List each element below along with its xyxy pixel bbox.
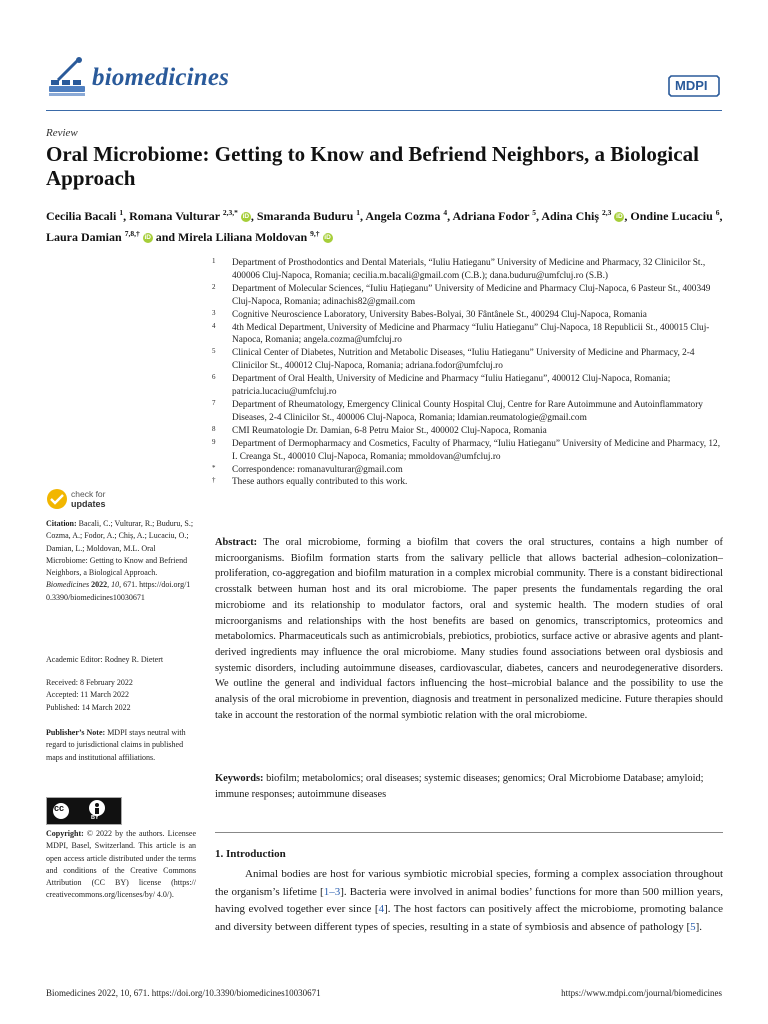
citation-pages: 671. <box>123 580 138 590</box>
affiliation-item <box>212 425 727 438</box>
author-affiliation-sup: 5 <box>532 208 536 217</box>
author-name[interactable]: Ondine Lucaciu <box>630 209 716 223</box>
author-name[interactable]: Smaranda Buduru <box>256 209 357 223</box>
publishers-note <box>46 727 196 764</box>
section-rule <box>215 832 723 833</box>
abstract <box>215 535 723 723</box>
citation-volume: 10, <box>111 580 122 590</box>
copyright-block <box>46 828 196 902</box>
orcid-icon[interactable]: iD <box>242 213 250 221</box>
affiliation-text: Department of Prosthodontics and Dental Materials, “Iuliu Hatieganu” University of Medicine and Pharmacy, 32 Clinicilor St., 400006 Cluj-Napoca, Romania; cecilia.m.bacali@gmail.com (C.B.); dana.buduru@umfcluj.ro (S.B.) <box>232 258 706 281</box>
citation-journal: Biomedicines <box>46 580 90 590</box>
author-affiliation-sup: 2,3,* <box>222 208 238 217</box>
citation-block: Citation: Bacali, C.; Vulturar, R.; Buduru, S.; Cozma, A.; Fodor, A.; Chiș, A.; Lucaciu, O.; Damian, L.; Moldovan, M.L. Oral Microbiome: Getting to Know and Befriend Neighbors, a Biological Approach. Biomedicines 2022, 10, 671. https://doi.org/10.3390/biomedicines10030671 <box>46 519 194 602</box>
author-name[interactable]: Mirela Liliana Moldovan <box>178 230 311 244</box>
author-list: Cecilia Bacali $^1$, Romana Vulturar $^{2,3,*}$ iD , Smaranda Buduru $^1$, Angela Cozma $^4$, Adriana Fodor $^5$, Adina Chiș $^{2,3}$ iD , Ondine Lucaciu $^6$, Laura Damian $^{7,8,\dagger}$ iD and Mirela Liliana Moldovan $^{9,\dagger}$ iD <box>46 208 723 244</box>
citation-text: Bacali, C.; Vulturar, R.; Buduru, S.; Cozma, A.; Fodor, A.; Chiș, A.; Lucaciu, O.; Damian, L.; Moldovan, M.L. Oral Microbiome: Getting to Know and Befriend Neighbors, a Biological Approach. <box>46 519 194 578</box>
affiliation-item <box>212 322 727 348</box>
citation-link[interactable]: 5 <box>690 920 696 933</box>
keywords-label: Keywords: <box>215 773 264 784</box>
section-heading: 1. Introduction <box>215 848 286 860</box>
author-name[interactable]: Laura Damian <box>46 230 125 244</box>
academic-editor: Academic Editor: Rodney R. Dietert <box>46 655 164 664</box>
affiliation-list <box>212 257 727 489</box>
affiliation-text: 4th Medical Department, University of Medicine and Pharmacy “Iuliu Hatieganu” Cluj-Napoca, 18 Republicii St., 400015 Cluj-Napoca, Romania; angela.cozma@umfcluj.ro <box>232 322 710 346</box>
author-name[interactable]: Adina Chiș <box>541 209 603 223</box>
keywords <box>215 771 723 802</box>
affiliation-number: 2 <box>212 282 216 291</box>
cc-label: cc <box>54 803 65 813</box>
intro-text-4: ]. <box>695 920 703 933</box>
affiliation-text: Clinical Center of Diabetes, Nutrition and Metabolic Diseases, “Iuliu Hatieganu” University of Medicine and Pharmacy, 2-4 Clinicilor St., 400012 Cluj-Napoca, Romania; adriana.fodor@umfcluj.ro <box>232 348 695 372</box>
affiliation-text: Department of Molecular Sciences, “Iuliu Hațieganu” University of Medicine and Pharmacy Cluj-Napoca, 6 Pasteur St., 400349 Cluj-Napoca, Romania; adinachis82@gmail.com <box>232 283 711 307</box>
author-affiliation-sup: 4 <box>443 208 448 217</box>
check-updates-line1: check for <box>71 489 106 499</box>
cc-by-badge[interactable] <box>46 797 122 825</box>
author-affiliation-sup: 2,3 <box>602 208 612 217</box>
publishers-note-text: MDPI stays neutral with regard to jurisdictional claims in published maps and institutional affiliations. <box>46 728 186 762</box>
affiliation-text: Correspondence: romanavulturar@gmail.com <box>232 464 403 475</box>
affiliation-item <box>212 283 727 309</box>
journal-logo-icon <box>46 56 88 100</box>
header-rule <box>46 110 722 111</box>
accepted-date: Accepted: 11 March 2022 <box>46 690 130 700</box>
affiliation-item <box>212 257 727 283</box>
affiliation-number: 4 <box>212 321 216 330</box>
orcid-icon[interactable]: iD <box>324 234 331 242</box>
author-name[interactable]: Cecilia Bacali <box>46 209 120 223</box>
article-type: Review <box>46 127 78 139</box>
abstract-label: Abstract: <box>215 537 258 548</box>
footer-journal-url[interactable]: https://www.mdpi.com/journal/biomedicines <box>561 988 722 998</box>
affiliation-text: Department of Oral Health, University of Medicine and Pharmacy “Iuliu Hatieganu”, 400012 Cluj-Napoca, Romania; patricia.lucaciu@umfcluj.ro <box>232 374 671 398</box>
footer-citation[interactable]: Biomedicines 2022, 10, 671. https://doi.org/10.3390/biomedicines10030671 <box>46 988 321 998</box>
author-affiliation-sup: 7,8,† <box>124 229 140 238</box>
received-date: Received: 8 February 2022 <box>46 678 133 687</box>
authors-and: and <box>155 230 179 244</box>
check-updates-line2: updates <box>71 499 106 509</box>
author-affiliation-sup: 6 <box>715 208 720 217</box>
author-name[interactable]: Adriana Fodor <box>452 209 533 223</box>
affiliation-text: CMI Reumatologie Dr. Damian, 6-8 Petru Maior St., 400002 Cluj-Napoca, Romania <box>232 425 547 436</box>
orcid-icon[interactable]: iD <box>616 213 623 221</box>
citation-doi[interactable]: https://doi.org/10.3390/biomedicines10030671 <box>46 580 191 602</box>
intro-text-2: ]. Bacteria were involved in animal bodies’ functions for more than 500 million years, having evolved together ever since [ <box>215 885 723 915</box>
author-affiliation-sup: 1 <box>119 208 124 217</box>
affiliation-text: Department of Rheumatology, Emergency Clinical County Hospital Cluj, Centre for Rare Autoimmune and Autoinflammatory Diseases, 2-4 Clinicilor St., 400006 Cluj-Napoca, Romania; ldamian.reumatologie@gmail.com <box>232 399 703 423</box>
introduction-paragraph <box>215 866 723 936</box>
check-updates-badge[interactable] <box>46 488 146 512</box>
journal-name: biomedicines <box>92 64 230 91</box>
affiliation-item <box>212 373 727 399</box>
affiliation-item <box>212 464 727 477</box>
affiliation-number: 1 <box>212 257 216 265</box>
affiliation-number: 8 <box>212 424 216 433</box>
copyright-text: © 2022 by the authors. Licensee MDPI, Basel, Switzerland. This article is an open access article distributed under the terms and conditions of the Creative Commons Attribution (CC BY) license (https:// creativecommons.org/licenses/by/ 4.0/). <box>46 829 197 900</box>
orcid-icon[interactable]: iD <box>144 234 151 242</box>
citation-link[interactable]: 1–3 <box>323 885 341 898</box>
author-name[interactable]: Angela Cozma <box>365 209 444 223</box>
author-name[interactable]: Romana Vulturar <box>129 209 223 223</box>
citation-label: Citation: <box>46 519 77 528</box>
affiliation-item <box>212 476 727 489</box>
affiliation-item <box>212 399 727 425</box>
copyright-label: Copyright: <box>46 829 84 838</box>
affiliation-number: 5 <box>212 347 216 356</box>
keywords-text: biofilm; metabolomics; oral diseases; systemic diseases; genomics; Oral Microbiome Database; amyloid; immune responses; autoimmune diseases <box>215 773 704 800</box>
page-title: Oral Microbiome: Getting to Know and Befriend Neighbors, a Biological Approach <box>46 142 699 190</box>
intro-text-1: Animal bodies are host for various symbiotic microbial species, forming a complex association throughout the organism’s lifetime [ <box>215 868 723 898</box>
published-date: Published: 14 March 2022 <box>46 702 131 712</box>
abstract-text: The oral microbiome, forming a biofilm that covers the oral structures, contains a high number of microorganisms. Biofilm formation starts from the salivary pellicle that allows bacterial adhesion–colonization–proliferation, co-aggregation and biofilm maturation in a complex microbial community. There is a constant bidirectional crosstalk between human host and its oral microbiome. The paper presents the fundamentals regarding the oral microbiome and its relationship to modulator factors, oral and systemic health. The modern studies of oral microorganisms and relationships with the host benefits are based on genomics, transcriptomics, proteomics and metabolomics. Pharmaceuticals such as antimicrobials, prebiotics, probiotics, surface active or abrasive agents and plant-derived ingredients may influence the oral microbiome. Many studies found associations between oral dysbiosis and systemic disorders, including autoimmune diseases, cardiovascular, diabetes, cancers and neurodegenerative disorders. We outline the general and individual factors influencing the host–microbial balance and the possibility to use the analysis of the oral microbiome in prevention, diagnosis and treatment in personalized medicine. Future therapies should take in account the restoration of the normal symbiotic relation with the oral microbiome. <box>215 537 723 721</box>
affiliation-item <box>212 438 727 464</box>
affiliation-item <box>212 347 727 373</box>
affiliation-number: 6 <box>212 373 216 382</box>
citation-link[interactable]: 4 <box>378 903 385 915</box>
author-affiliation-sup: 9,† <box>310 229 320 238</box>
affiliation-number: 7 <box>212 398 216 407</box>
affiliation-text: Cognitive Neuroscience Laboratory, University Babes-Bolyai, 30 Fântânele St., 400294 Cluj-Napoca, Romania <box>232 309 647 320</box>
affiliation-item <box>212 309 727 322</box>
check-updates-icon <box>46 488 68 510</box>
affiliation-number: † <box>212 476 216 485</box>
mdpi-label: MDPI <box>675 78 708 93</box>
affiliation-text: These authors equally contributed to this work. <box>232 477 408 488</box>
mdpi-logo-icon <box>667 74 721 98</box>
affiliation-number: * <box>212 463 216 472</box>
intro-text-3: ]. The host factors can positively affect the microbiome, promoting balance and diversity between different types of species, resulting in a state of symbiosis and absence of pathology [ <box>215 903 723 933</box>
citation-year: 2022 <box>91 580 108 590</box>
affiliation-number: 3 <box>212 308 216 317</box>
dates-block <box>46 677 196 714</box>
affiliation-text: Department of Dermopharmacy and Cosmetics, Faculty of Pharmacy, “Iuliu Hatieganu” University of Medicine and Pharmacy, 12, I. Creanga St., 400010 Cluj-Napoca, Romania; mmoldovan@umfcluj.ro <box>232 438 721 462</box>
publishers-note-label: Publisher’s Note: <box>46 728 106 737</box>
affiliation-number: 9 <box>212 437 216 446</box>
by-label: BY <box>91 815 99 821</box>
author-affiliation-sup: 1 <box>356 208 360 217</box>
